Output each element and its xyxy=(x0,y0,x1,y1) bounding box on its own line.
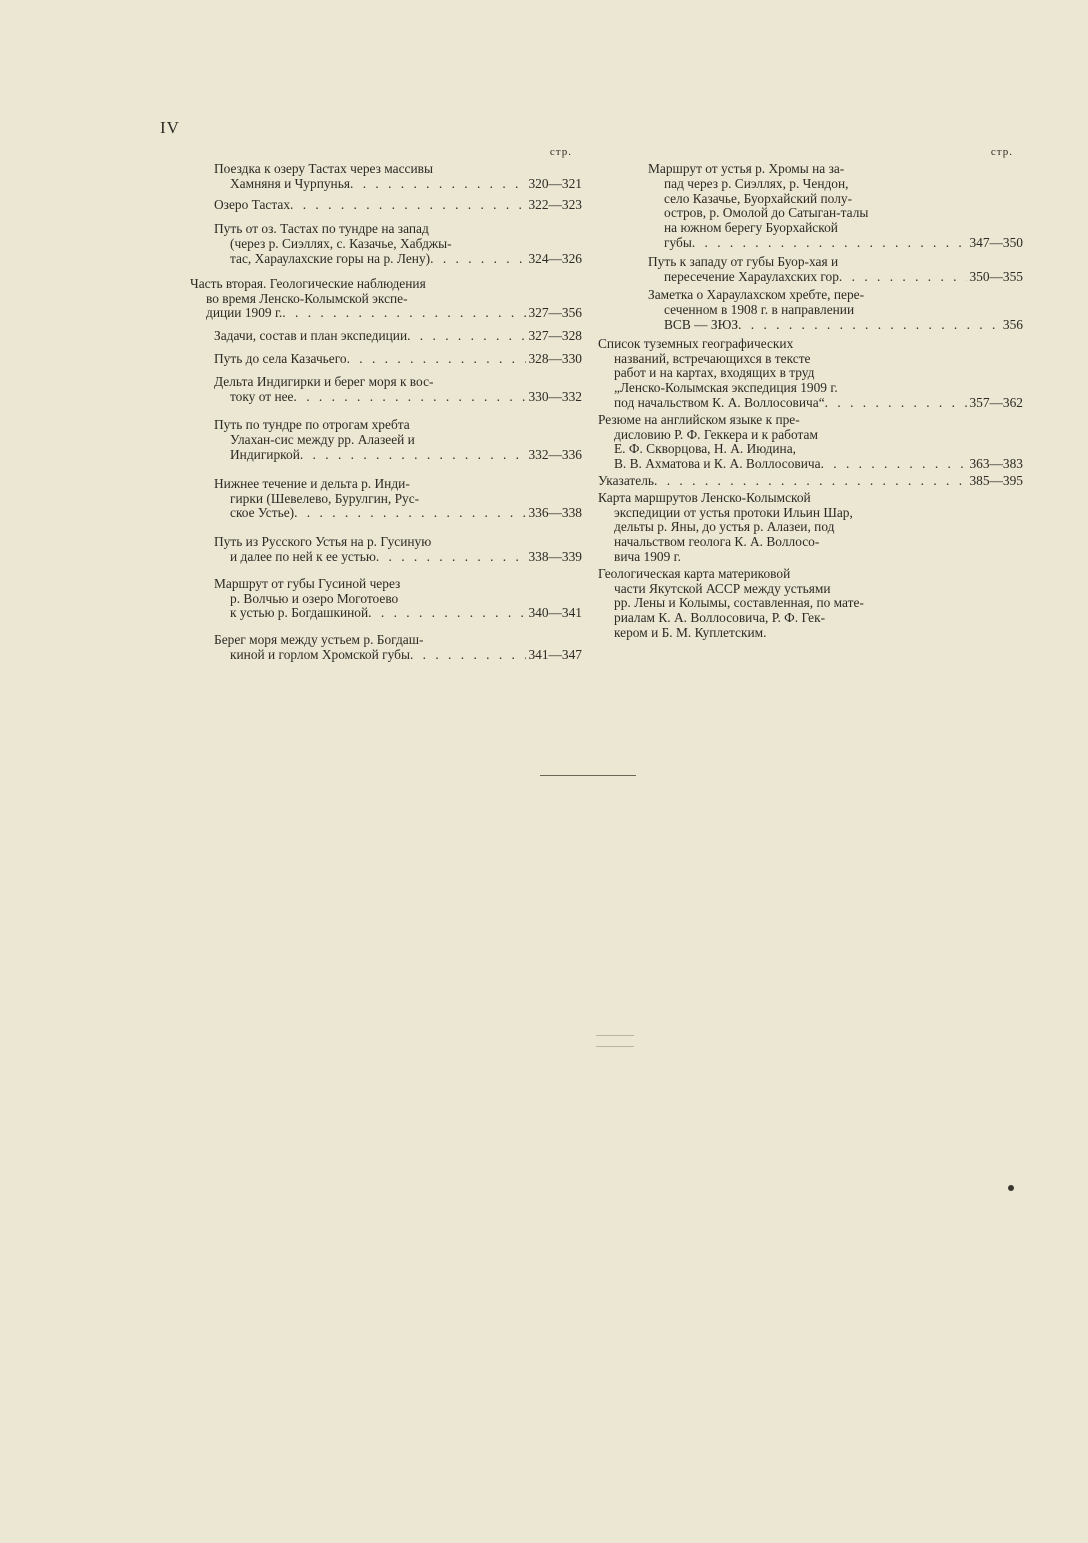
toc-entry-line xyxy=(214,418,582,433)
toc-entry xyxy=(598,255,1023,285)
toc-entry-line xyxy=(190,292,582,307)
toc-entry-text: сеченном в 1908 г. в направлении xyxy=(664,302,855,318)
toc-entry-text: остров, р. Омолой до Сатыган-талы xyxy=(664,205,869,221)
toc-page-range: 330—332 xyxy=(528,388,582,404)
toc-entry xyxy=(598,162,1023,251)
toc-entry-text: В. В. Ахматова и К. А. Воллосовича xyxy=(614,456,821,472)
toc-entry-line xyxy=(598,337,1023,352)
toc-entry-text: Дельта Индигирки и берег моря к вос- xyxy=(214,373,434,389)
toc-left-column xyxy=(190,146,582,663)
toc-entry xyxy=(190,329,582,344)
toc-entry xyxy=(190,577,582,621)
dot-leader xyxy=(368,606,526,621)
toc-entry-text: риалам К. А. Воллосовича, Р. Ф. Гек- xyxy=(614,610,826,626)
dot-leader xyxy=(839,270,968,285)
dot-leader xyxy=(376,550,527,565)
toc-entry-text: Часть вторая. Геологические наблюдения xyxy=(190,275,426,291)
toc-entry-text: и далее по ней к ее устью xyxy=(230,548,376,564)
toc-entry-text: Индигиркой xyxy=(230,446,300,462)
dot-leader xyxy=(347,352,527,367)
toc-entry-line xyxy=(214,198,582,213)
toc-page-range: 340—341 xyxy=(528,605,582,621)
toc-entry xyxy=(598,413,1023,472)
toc-page-range: 327—356 xyxy=(528,305,582,321)
toc-entry-text: Путь к западу от губы Буор-хая и xyxy=(648,253,839,269)
toc-entry xyxy=(190,418,582,462)
toc-entry-line xyxy=(214,222,582,237)
toc-entry-line xyxy=(214,177,582,192)
toc-entry-text: Указатель xyxy=(598,472,655,488)
toc-entry-text: Маршрут от губы Гусиной через xyxy=(214,575,401,591)
toc-entry-text: Путь от оз. Тастах по тундре на запад xyxy=(214,221,429,237)
toc-entry-line xyxy=(598,626,1023,641)
toc-entry-line xyxy=(214,329,582,344)
toc-entry-text: названий, встречающихся в тексте xyxy=(614,350,811,366)
toc-entry-line xyxy=(214,448,582,463)
toc-entry-text: ское Устье) xyxy=(230,505,295,521)
toc-entry-line xyxy=(598,567,1023,582)
toc-entry-text: Карта маршрутов Ленско-Колымской xyxy=(598,489,811,505)
toc-entry-line xyxy=(598,381,1023,396)
toc-entry xyxy=(598,567,1023,641)
toc-entry-line xyxy=(598,442,1023,457)
toc-entry-line xyxy=(598,535,1023,550)
toc-entry-text: Улахан-сис между рр. Алазеей и xyxy=(230,432,415,448)
dot-leader xyxy=(407,329,526,344)
toc-entry-text: во время Ленско-Колымской экспе- xyxy=(206,290,408,306)
toc-entry-text: Поездка к озеру Тастах через массивы xyxy=(214,161,433,176)
toc-entry-text: дисловию Р. Ф. Геккера и к работам xyxy=(614,426,818,442)
toc-entry xyxy=(190,222,582,266)
toc-entry xyxy=(598,337,1023,411)
page-column-header: стр. xyxy=(549,146,572,158)
paper-speck xyxy=(1008,1185,1014,1191)
toc-page-range: 322—323 xyxy=(528,196,582,212)
toc-entry-text: р. Волчью и озеро Моготоево xyxy=(230,590,399,606)
toc-entry xyxy=(598,474,1023,489)
dot-leader xyxy=(294,390,527,405)
toc-entries xyxy=(598,162,1023,641)
toc-entry-line xyxy=(214,592,582,607)
toc-entry-line xyxy=(214,648,582,663)
toc-page-range: 332—336 xyxy=(528,446,582,462)
toc-entry-text: гирки (Шевелево, Бурулгин, Рус- xyxy=(230,490,420,506)
toc-page-range: 363—383 xyxy=(969,456,1023,472)
toc-entry-line xyxy=(598,506,1023,521)
toc-entry xyxy=(190,633,582,663)
divider-rule xyxy=(540,775,636,776)
toc-entry-line xyxy=(214,352,582,367)
toc-entry-line xyxy=(648,303,1023,318)
toc-page-range: 350—355 xyxy=(969,268,1023,284)
toc-entry-line xyxy=(190,277,582,292)
dot-leader xyxy=(294,506,526,521)
toc-page-range: 356 xyxy=(1002,316,1023,332)
toc-entry-text: на южном берегу Буорхайской xyxy=(664,220,838,236)
toc-entry-line xyxy=(598,457,1023,472)
toc-entry-text: начальством геолога К. А. Воллосо- xyxy=(614,534,820,550)
toc-entry-line xyxy=(648,221,1023,236)
toc-entry-line xyxy=(648,236,1023,251)
toc-entry-line xyxy=(598,550,1023,565)
toc-entry-line xyxy=(214,606,582,621)
toc-entry-text: (через р. Сиэллях, с. Казачье, Хабджы- xyxy=(230,236,452,252)
toc-entry-text: Резюме на английском языке к пре- xyxy=(598,411,800,427)
toc-entry-text: вича 1909 г. xyxy=(614,548,681,564)
dot-leader xyxy=(821,457,968,472)
dot-leader xyxy=(410,648,526,663)
toc-entry xyxy=(190,535,582,565)
dot-leader xyxy=(290,198,526,213)
toc-entry xyxy=(598,491,1023,565)
toc-entry-text: Путь по тундре по отрогам хребта xyxy=(214,417,410,433)
toc-entry xyxy=(190,375,582,405)
toc-entry-line xyxy=(214,375,582,390)
toc-entry-line xyxy=(648,206,1023,221)
toc-entry-line xyxy=(214,492,582,507)
toc-page-range: 347—350 xyxy=(969,234,1023,250)
toc-entry-line xyxy=(598,611,1023,626)
toc-entry-text: губы xyxy=(664,234,692,250)
paper-mark xyxy=(596,1035,634,1047)
toc-entry-line xyxy=(598,474,1023,489)
toc-entry-line xyxy=(598,366,1023,381)
dot-leader xyxy=(654,474,967,489)
toc-entry-line xyxy=(214,390,582,405)
toc-entry-text: под начальством К. А. Воллосовича“ xyxy=(614,394,825,410)
toc-entry-line xyxy=(598,428,1023,443)
dot-leader xyxy=(350,177,526,192)
toc-entry-text: пересечение Хараулахских гор xyxy=(664,268,839,284)
toc-page-range: 328—330 xyxy=(528,350,582,366)
toc-entry-line xyxy=(648,288,1023,303)
toc-entry-line xyxy=(648,255,1023,270)
toc-page-range: 320—321 xyxy=(528,175,582,191)
dot-leader xyxy=(430,252,526,267)
toc-entries xyxy=(190,162,582,663)
toc-entry-text: Геологическая карта материковой xyxy=(598,565,791,581)
toc-entry-line xyxy=(648,162,1023,177)
toc-entry-line xyxy=(214,577,582,592)
toc-entry xyxy=(190,277,582,321)
toc-entry-text: Берег моря между устьем р. Богдаш- xyxy=(214,632,424,648)
toc-entry-line xyxy=(648,270,1023,285)
toc-entry-text: экспедиции от устья протоки Ильин Шар, xyxy=(614,504,853,520)
toc-entry-text: Маршрут от устья р. Хромы на за- xyxy=(648,161,845,176)
dot-leader xyxy=(825,396,968,411)
toc-entry-line xyxy=(214,252,582,267)
dot-leader xyxy=(282,306,526,321)
toc-entry-text: Список туземных географических xyxy=(598,335,794,351)
toc-page-range: 357—362 xyxy=(969,394,1023,410)
page-column-header: стр. xyxy=(990,146,1013,158)
toc-entry-text: диции 1909 г. xyxy=(206,305,283,321)
toc-entry-text: Е. Ф. Скворцова, Н. А. Июдина, xyxy=(614,441,797,457)
toc-entry-text: ВСВ — ЗЮЗ xyxy=(664,316,739,332)
toc-entry-text: Нижнее течение и дельта р. Инди- xyxy=(214,475,410,491)
toc-entry-text: тас, Хараулахские горы на р. Лену) xyxy=(230,250,431,266)
toc-entry-line xyxy=(598,582,1023,597)
toc-right-column xyxy=(598,146,1023,641)
toc-entry-line xyxy=(598,596,1023,611)
toc-entry-line xyxy=(214,535,582,550)
toc-entry-line xyxy=(598,491,1023,506)
toc-entry-text: работ и на картах, входящих в труд xyxy=(614,365,815,381)
toc-entry-line xyxy=(648,192,1023,207)
toc-entry-text: Озеро Тастах xyxy=(214,196,291,212)
toc-entry-text: рр. Лены и Колымы, составленная, по мате- xyxy=(614,595,864,611)
toc-entry xyxy=(190,477,582,521)
toc-entry-line xyxy=(214,550,582,565)
toc-entry-text: Заметка о Хараулахском хребте, пере- xyxy=(648,287,865,303)
toc-entry xyxy=(598,288,1023,332)
toc-page-range: 385—395 xyxy=(969,472,1023,488)
toc-entry-text: пад через р. Сиэллях, р. Чендон, xyxy=(664,175,849,191)
toc-entry-line xyxy=(190,306,582,321)
page-number: IV xyxy=(160,118,180,137)
toc-entry-text: дельты р. Яны, до устья р. Алазеи, под xyxy=(614,519,835,535)
toc-entry-text: к устью р. Богдашкиной xyxy=(230,605,369,621)
toc-entry-line xyxy=(214,633,582,648)
toc-entry-text: току от нее xyxy=(230,388,294,404)
dot-leader xyxy=(300,448,527,463)
toc-entry-text: „Ленско-Колымская экспедиция 1909 г. xyxy=(614,380,838,396)
toc-entry-line xyxy=(214,477,582,492)
toc-page-range: 336—338 xyxy=(528,505,582,521)
toc-entry-line xyxy=(214,433,582,448)
toc-entry-text: части Якутской АССР между устьями xyxy=(614,580,831,596)
toc-entry-text: село Казачье, Буорхайский полу- xyxy=(664,190,853,206)
toc-page-range: 324—326 xyxy=(528,250,582,266)
toc-entry-text: кером и Б. М. Куплетским. xyxy=(614,624,767,640)
toc-entry xyxy=(190,352,582,367)
toc-entry-text: киной и горлом Хромской губы xyxy=(230,646,410,662)
toc-entry xyxy=(190,162,582,192)
toc-entry xyxy=(190,198,582,213)
toc-entry-line xyxy=(598,396,1023,411)
toc-entry-line xyxy=(598,352,1023,367)
toc-entry-line xyxy=(214,237,582,252)
toc-entry-text: Задачи, состав и план экспедиции xyxy=(214,328,408,344)
toc-entry-text: Путь из Русского Устья на р. Гусиную xyxy=(214,534,432,550)
toc-entry-line xyxy=(598,520,1023,535)
toc-entry-line xyxy=(598,413,1023,428)
toc-page-range: 327—328 xyxy=(528,328,582,344)
toc-page-range: 341—347 xyxy=(528,646,582,662)
dot-leader xyxy=(692,236,968,251)
toc-entry-line xyxy=(648,177,1023,192)
toc-entry-line xyxy=(214,162,582,177)
toc-entry-text: Путь до села Казачьего xyxy=(214,350,347,366)
dot-leader xyxy=(738,318,1001,333)
toc-entry-text: Хамняня и Чурпунья xyxy=(230,175,350,191)
toc-entry-line xyxy=(648,318,1023,333)
toc-entry-line xyxy=(214,506,582,521)
toc-page-range: 338—339 xyxy=(528,548,582,564)
